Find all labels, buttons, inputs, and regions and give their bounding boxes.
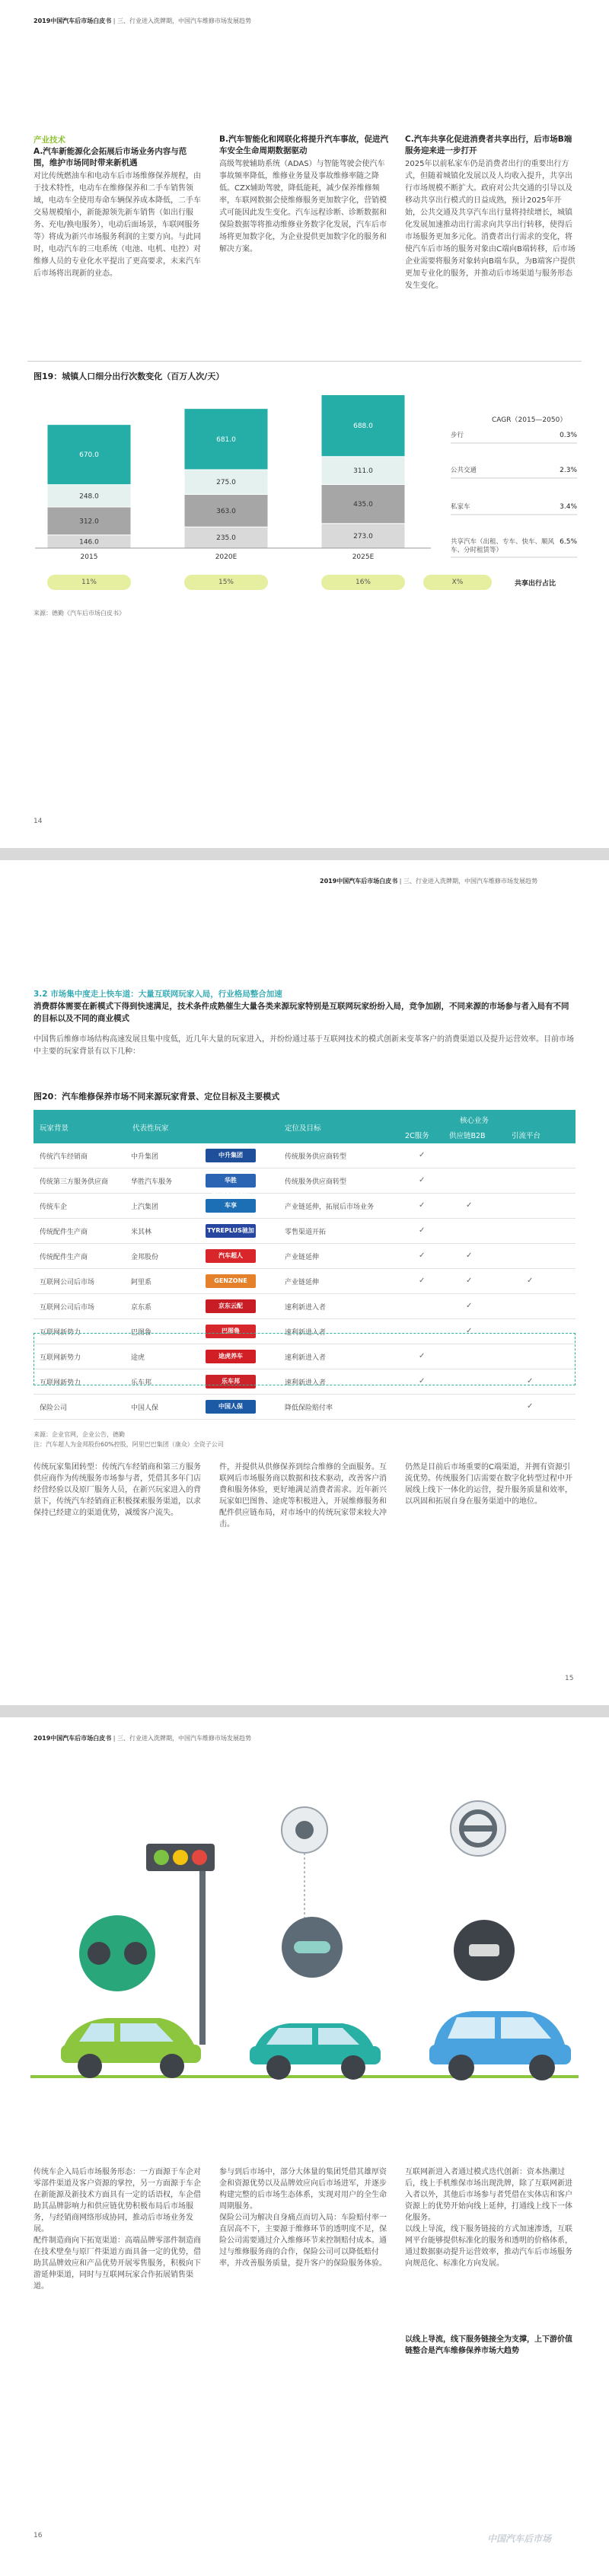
check-2c: ✓ (419, 1226, 426, 1235)
data-label: 248.0 (79, 493, 99, 501)
page-number: 14 (33, 818, 43, 825)
table-note: 注：汽车超人为金邦股份60%控股，阿里巴巴集团（康众）全资子公司 (33, 1441, 224, 1448)
column-c (405, 134, 576, 292)
cell-background: 传统汽车经销商 (40, 1153, 88, 1161)
table-row (33, 1395, 576, 1420)
cagr-label: 步行 (451, 432, 464, 439)
check-2c: ✓ (419, 1251, 426, 1260)
cagr-label-cont: 车、分时租赁等） (451, 547, 503, 554)
section-heading (33, 988, 576, 1025)
share-pill: X% (423, 575, 492, 590)
running-header: 2019中国汽车后市场白皮书 | 三、行业进入洗牌期，中国汽车维修市场发展趋势 (33, 18, 252, 24)
check-2c: ✓ (419, 1151, 426, 1159)
cell-representative: 中国人保 (131, 1404, 159, 1412)
section-heading-bold: 消费群体需要在新模式下得到快速满足，技术条件成熟催生大量各类来源玩家特别是互联网玩家纷纷入局，竞争加剧，不同来源的市场参与者入局有不同的目标以及不同的商业模式 (33, 1002, 569, 1023)
page-14 (0, 0, 609, 848)
player-logo: 汽车超人 (206, 1249, 256, 1263)
data-label: 146.0 (79, 538, 99, 547)
player-logo: TYREPLUS驰加 (206, 1224, 256, 1238)
check-traffic: ✓ (527, 1277, 534, 1285)
helmet-icon (282, 1917, 343, 1978)
speedometer-icon (79, 1915, 155, 1991)
divider (27, 361, 582, 362)
page-number: 16 (33, 2532, 43, 2539)
check-2c: ✓ (419, 1377, 426, 1385)
cell-background: 互联网新势力 (40, 1379, 81, 1387)
running-header: 2019中国汽车后市场白皮书 | 三、行业进入洗牌期，中国汽车维修市场发展趋势 (320, 878, 538, 885)
cell-goal: 产业链延伸，拓展后市场业务 (285, 1204, 375, 1211)
check-traffic: ✓ (527, 1402, 534, 1411)
cell-goal: 速利新进入者 (285, 1354, 327, 1362)
cell-background: 传统配件生产商 (40, 1229, 88, 1236)
share-pill: 16% (321, 575, 405, 590)
table-row (33, 1219, 576, 1244)
column-title: A.汽车新能源化会拓展后市场业务内容与范围，维护市场同时带来新机遇 (33, 147, 187, 167)
header-cell: 2C服务 (405, 1132, 429, 1140)
steering-wheel-icon (451, 1801, 505, 1856)
category-label: 2020E (215, 553, 238, 561)
share-label: 共享出行占比 (515, 580, 556, 588)
page3-column-c: 互联网新进入者通过模式迭代创新：资本热潮过后，线上手机维保市场出现洗牌，除了互联网新进入者以外，其他后市场参与者凭借在实体店和客户资源上的优势开始向线上延伸，打通线上线下一体化服务。 以线上导流，线下服务链接的方式加速渗透，互联网平台能够提供标准化的服务和透明的价格体系，通过数据驱动提升运营效率，推动汽车后市场服务向规范化、标准化方向发展。 (405, 2168, 572, 2268)
page2-column-a: 传统玩家集团转型：传统汽车经销商和第三方服务供应商作为传统服务市场参与者，凭借其多年门店经营经验以及原厂服务人员，在新兴玩家进入的背景下，传统汽车经销商正积极探索服务渠道，以求保持已经建立的渠道优势，减缓客户流失。 (33, 1463, 201, 1517)
section-heading-green: 3.2 市场集中度走上快车道：大量互联网玩家入局，行业格局整合加速 (33, 990, 282, 999)
cell-background: 互联网新势力 (40, 1329, 81, 1337)
player-logo: 途虎养车 (206, 1350, 256, 1363)
player-logo: 车享 (206, 1199, 256, 1213)
cell-representative: 巴图鲁 (131, 1329, 152, 1337)
column-title: B.汽车智能化和网联化将提升汽车事故，促进汽车安全生命周期数据驱动 (219, 135, 388, 155)
category-label: 2025E (352, 553, 375, 561)
check-2c: ✓ (419, 1176, 426, 1184)
column-b (219, 134, 388, 256)
table-row (33, 1294, 576, 1319)
data-label: 435.0 (353, 501, 373, 509)
cell-background: 传统配件生产商 (40, 1254, 88, 1261)
column-title: C.汽车共享化促进消费者共享出行，后市场B端服务迎来进一步打开 (405, 135, 572, 155)
key-icon (454, 1920, 515, 1981)
cell-representative: 京东系 (131, 1304, 152, 1312)
cell-background: 互联网公司后市场 (40, 1279, 95, 1286)
cell-representative: 金邦股份 (131, 1254, 159, 1261)
data-label: 670.0 (79, 451, 99, 460)
check-2c: ✓ (419, 1201, 426, 1210)
cell-background: 互联网新势力 (40, 1354, 81, 1362)
header-cell: 核心业务 (460, 1117, 489, 1125)
cell-goal: 产业链延伸 (285, 1279, 320, 1286)
cell-goal: 产业链延伸 (285, 1254, 320, 1261)
player-logo: GENZONE (206, 1274, 256, 1288)
header-cell: 代表性玩家 (132, 1124, 169, 1133)
cell-background: 传统第三方服务供应商 (40, 1178, 109, 1186)
player-logo: 京东云配 (206, 1299, 256, 1313)
column-a (33, 134, 202, 280)
data-label: 311.0 (353, 467, 373, 476)
page3-conclusion: 以线上导流，线下服务链接全为支撑，上下游价值链整合是汽车维修保养市场大趋势 (405, 2335, 572, 2355)
data-label: 312.0 (79, 518, 99, 526)
table-row (33, 1244, 576, 1269)
cagr-value: 0.3% (560, 432, 577, 439)
cell-representative: 乐车邦 (131, 1379, 152, 1387)
intro-paragraph: 中国售后维修市场结构高速发展且集中度低，近几年大量的玩家进入，并纷纷通过基于互联网技术的模式创新来变革客户的消费渠道以及提升运营效率。目前市场中主要的玩家背景有以下几种： (33, 1035, 574, 1056)
table-row (33, 1168, 576, 1197)
cell-goal: 速利新进入者 (285, 1379, 327, 1387)
cell-goal: 速利新进入者 (285, 1304, 327, 1312)
page3-column-a: 传统车企入局后市场服务形态：一方面源于车企对零部件渠道及客户资源的掌控，另一方面源于车企在新能源及新技术方面具有一定的话语权，车企借助其品牌影响力和供应链优势积极布局后市场服务，与经销商网络形成协同，推动后市场业务发展。 配件制造商向下拓宽渠道：高端品牌零部件制造商在技术壁垒与原厂件渠道方面具备一定的优势，借助其品牌效应和产品优势开展零售服务，积极向下游延伸渠道，同时与互联网玩家合作拓展销售渠道。 (33, 2168, 201, 2291)
check-2c: ✓ (419, 1352, 426, 1360)
data-label: 275.0 (216, 479, 236, 487)
table-row (33, 1269, 576, 1294)
player-logo: 乐车邦 (206, 1375, 256, 1388)
watermark-logo: 中国汽车后市场 (487, 2533, 552, 2544)
check-b2b: ✓ (466, 1251, 473, 1260)
data-label: 363.0 (216, 507, 236, 515)
cagr-value: 6.5% (560, 538, 577, 546)
cell-representative: 上汽集团 (131, 1204, 159, 1211)
page-16 (0, 1717, 609, 2576)
illustration-cars (0, 1771, 609, 2151)
cell-representative: 阿里系 (131, 1279, 152, 1286)
cagr-label: 公共交通 (451, 467, 477, 474)
page2-column-b: 件，并提供从供修保养到综合维修的全面服务。互联网后市场服务商以数据和技术驱动，改善客户消费和服务体验，更好地满足消费者需求。近年新兴玩家如巴图鲁、途虎等积极进入，开展维修服务和配件供应链布局，对市场中的传统玩家带来较大冲击。 (219, 1463, 387, 1529)
header-cell: 定位及目标 (285, 1124, 321, 1133)
cell-goal: 零售渠道开拓 (285, 1229, 327, 1236)
check-b2b: ✓ (466, 1302, 473, 1310)
data-label: 273.0 (353, 532, 373, 540)
cell-representative: 华胜汽车服务 (131, 1178, 173, 1186)
cell-goal: 传统服务供应商转型 (285, 1178, 347, 1186)
check-b2b: ✓ (466, 1277, 473, 1285)
cell-goal: 传统服务供应商转型 (285, 1153, 347, 1161)
data-label: 235.0 (216, 534, 236, 543)
cell-goal: 速利新进入者 (285, 1329, 327, 1337)
cagr-value: 3.4% (560, 503, 577, 511)
column-tag: 产业技术 (33, 135, 65, 145)
share-pill: 15% (184, 575, 268, 590)
category-label: 2015 (80, 553, 98, 561)
cagr-title: CAGR（2015—2050） (492, 416, 567, 424)
player-logo: 中升集团 (206, 1149, 256, 1162)
share-pill: 11% (47, 575, 131, 590)
cagr-label: 私家车 (451, 503, 470, 511)
cagr-value: 2.3% (560, 467, 577, 474)
running-header: 2019中国汽车后市场白皮书 | 三、行业进入洗牌期，中国汽车维修市场发展趋势 (33, 1735, 252, 1742)
header-cell: 供应链B2B (449, 1132, 486, 1140)
cell-representative: 途虎 (131, 1354, 145, 1362)
player-logo: 中国人保 (206, 1400, 256, 1414)
figure-title: 图19：城镇人口细分出行次数变化（百万人次/天） (33, 371, 225, 381)
table-row (33, 1194, 576, 1219)
check-b2b: ✓ (466, 1327, 473, 1335)
page2-column-c: 仍然是目前后市场重要的C端渠道，并拥有资源引流优势。传统服务门店需要在数字化转型过程中开展线上线下一体化的运营，提升服务质量和效率，以巩固和拓展自身在服务渠道中的地位。 (405, 1463, 572, 1506)
column-body: 高级驾驶辅助系统（ADAS）与智能驾驶会使汽车事故频率降低，维修业务量及事故维修率随之降低。CZX辅助驾驶，降低能耗，减少保养维修频率，车联网数据会使维修服务更加数字化，营销模式可能因此发生变化。汽车远程诊断、诊断数据和保险数据等将推动维修业务数字化发展，汽车后市场将更加数字化，为企业提供更加数字化的服务和解决方案。 (219, 160, 387, 253)
player-logo: 巴图鲁 (206, 1325, 256, 1338)
cell-representative: 米其林 (131, 1229, 152, 1236)
header-cell: 引流平台 (512, 1132, 541, 1140)
check-traffic: ✓ (527, 1377, 534, 1385)
source-note: 来源：德勤《汽车后市场白皮书》 (33, 610, 125, 617)
page3-column-b: 参与到后市场中，部分大体量的集团凭借其雄厚资金和资源优势以及品牌效应向后市场进军，并逐步构建完整的后市场生态体系，实现对用户的全生命周期服务。 保险公司为解决自身痛点而切入局：车险赔付率一直居高不下，主要源于维修环节的透明度不足，保险公司需要通过介入维修环节来控制赔付成本。通过与维修服务商的合作，保险公司可以降低赔付率，并改善服务质量，提升客户的保险服务体验。 (219, 2168, 387, 2268)
highlight-box (33, 1333, 576, 1385)
cagr-label: 共享汽车（出租、专车、快车、顺风 (451, 538, 555, 546)
data-label: 681.0 (216, 435, 236, 444)
cell-representative: 中升集团 (131, 1153, 159, 1161)
table-header (33, 1110, 576, 1143)
column-body: 对比传统燃油车和电动车后市场维修保养规程，由于技术特性，电动车在维修保养和二手车销售领域，电动车全使用寿命车辆保养成本降低，二手车交易规模缩小，新能源领先新车销售（如出行服务、充电/换电服务），电动后面场景，车联网服务等）将成为新兴市场服务利润的主要方向。与此同时，电动汽车的三电系统（电池、电机、电控）对维修人员的专业化水平提出了更高要求，未来汽车后市场将出现新的业态。 (33, 172, 201, 278)
player-logo: 华胜HUASHENG (206, 1174, 256, 1188)
check-2c: ✓ (419, 1277, 426, 1285)
figure-title: 图20：汽车维修保养市场不同来源玩家背景、定位目标及主要模式 (33, 1092, 280, 1101)
cell-background: 互联网公司后市场 (40, 1304, 95, 1312)
cell-background: 传统车企 (40, 1204, 68, 1211)
table-row (33, 1143, 576, 1168)
page-number: 15 (565, 1675, 574, 1682)
cell-background: 保险公司 (40, 1404, 68, 1412)
table-note: 来源：企业官网，企业公告，德勤 (33, 1431, 125, 1438)
cell-goal: 降低保险赔付率 (285, 1404, 333, 1412)
check-b2b: ✓ (466, 1201, 473, 1210)
header-cell: 玩家背景 (40, 1124, 69, 1133)
column-body: 2025年以前私家车仍是消费者出行的重要出行方式，但随着城镇化发展以及人均收入提升，共享出行市场规模不断扩大。政府对公共交通的引导以及移动共享出行模式的日益成熟，预计2025年开始，公共交通及共享汽车出行量将持续增长，城镇化发展加速推动出行需求向共享出行转移，使得后市场服务更加多元化。消费者出行需求的变化，将使汽车后市场的服务对象由C端向B端转移，后市场企业需要将服务对象转向B端车队，为B端客户提供更加专业化的服务，并推动后市场渠道与服务形态发生变化。 (405, 160, 576, 290)
data-label: 688.0 (353, 422, 373, 431)
